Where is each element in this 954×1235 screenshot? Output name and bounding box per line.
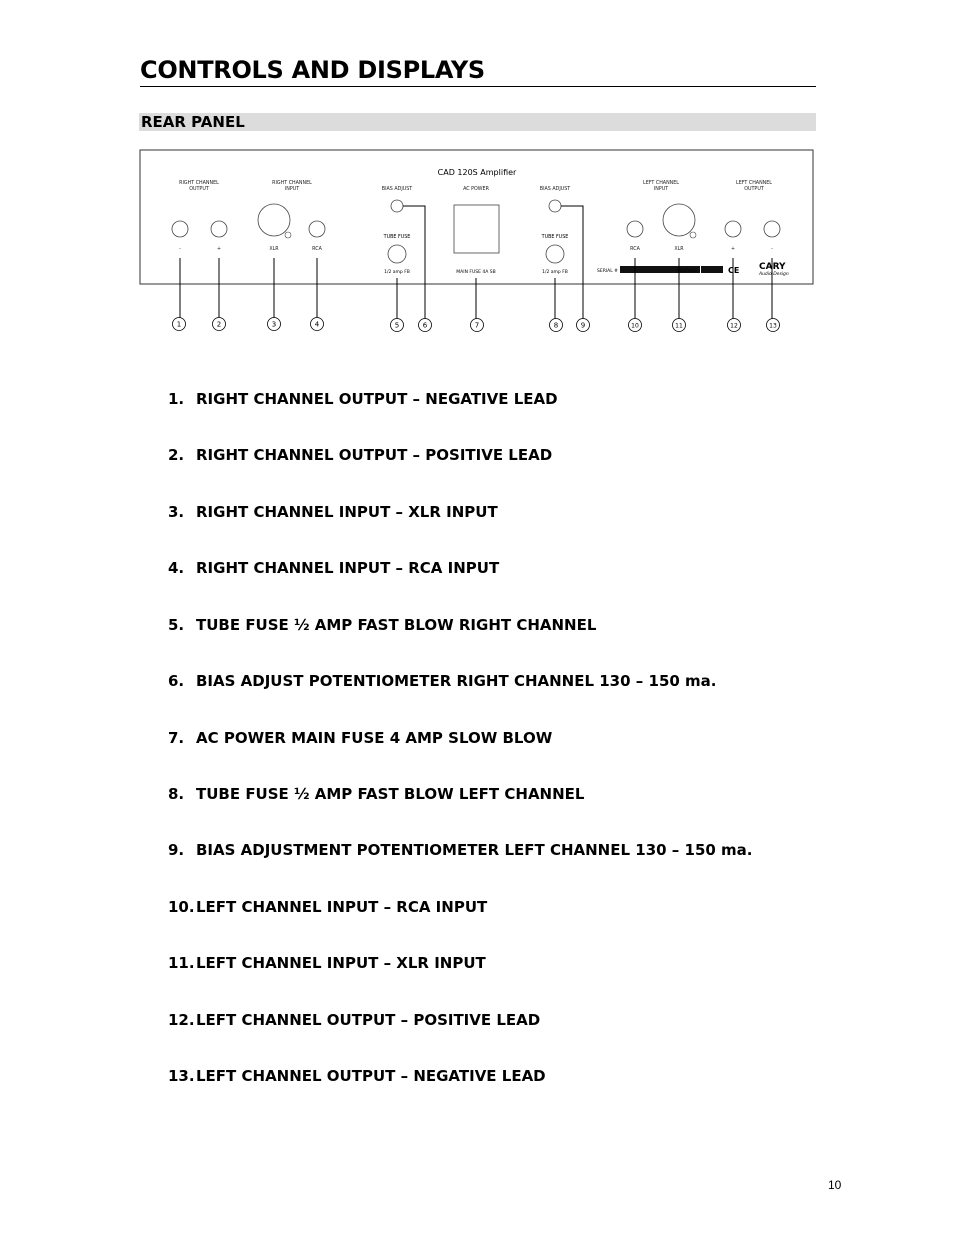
label-bias-left: BIAS ADJUST xyxy=(539,187,571,192)
label-left-output-1: LEFT CHANNEL xyxy=(736,181,772,186)
callout-12: 12 xyxy=(730,322,738,330)
right-output-negative-post xyxy=(172,221,188,237)
callout-7: 7 xyxy=(474,321,480,330)
left-output-positive-post xyxy=(725,221,741,237)
list-item: 1. RIGHT CHANNEL OUTPUT – NEGATIVE LEAD xyxy=(168,390,558,408)
callout-10: 10 xyxy=(631,322,639,330)
left-xlr-jack xyxy=(663,204,695,236)
list-item: 5. TUBE FUSE ½ AMP FAST BLOW RIGHT CHANNEL xyxy=(168,616,597,634)
label-right-output-1: RIGHT CHANNEL xyxy=(179,181,219,186)
label-rca-right: RCA xyxy=(312,247,322,252)
brand-logo-sub: Audio Design xyxy=(759,272,789,277)
label-tube-fuse-left: TUBE FUSE xyxy=(541,235,569,240)
label-left-input-1: LEFT CHANNEL xyxy=(643,181,679,186)
callout-2: 2 xyxy=(216,320,222,329)
right-tube-fuse xyxy=(388,245,406,263)
list-item: 13.LEFT CHANNEL OUTPUT – NEGATIVE LEAD xyxy=(168,1067,546,1085)
label-minus-left: - xyxy=(771,247,773,252)
callout-8: 8 xyxy=(553,321,559,330)
label-tube-fuse-right: TUBE FUSE xyxy=(383,235,411,240)
label-serial: SERIAL # xyxy=(597,269,618,274)
label-plus-right: + xyxy=(216,247,222,252)
left-rca-jack xyxy=(627,221,643,237)
list-item: 12.LEFT CHANNEL OUTPUT – POSITIVE LEAD xyxy=(168,1011,541,1029)
voltage-plate xyxy=(701,266,723,273)
callout-5: 5 xyxy=(394,321,400,330)
label-xlr-left: XLR xyxy=(674,247,684,252)
right-rca-jack xyxy=(309,221,325,237)
ac-power-inlet xyxy=(454,205,499,253)
label-fuse-rating-left: 1/2 amp FB xyxy=(542,270,568,275)
brand-logo: CARY xyxy=(759,262,786,272)
left-output-negative-post xyxy=(764,221,780,237)
left-bias-pot xyxy=(549,200,561,212)
right-xlr-jack xyxy=(258,204,290,236)
left-tube-fuse xyxy=(546,245,564,263)
label-ac-power: AC POWER xyxy=(463,187,489,192)
callout-1: 1 xyxy=(176,320,182,329)
label-voltage: VOLTAGE xyxy=(677,269,698,274)
callout-4: 4 xyxy=(314,320,320,329)
list-item: 6. BIAS ADJUST POTENTIOMETER RIGHT CHANNEL 130 – 150 ma. xyxy=(168,672,717,690)
list-item: 7. AC POWER MAIN FUSE 4 AMP SLOW BLOW xyxy=(168,729,553,747)
section-header xyxy=(139,113,816,131)
page-number: 10 xyxy=(828,1178,842,1192)
label-rca-left: RCA xyxy=(630,247,640,252)
label-right-input-2: INPUT xyxy=(284,187,300,192)
label-left-input-2: INPUT xyxy=(653,187,669,192)
label-minus-right: - xyxy=(179,247,181,252)
page-title: CONTROLS AND DISPLAYS xyxy=(140,56,816,87)
callout-13: 13 xyxy=(769,322,777,330)
label-main-fuse: MAIN FUSE 4A SB xyxy=(456,270,496,275)
label-xlr-right: XLR xyxy=(269,247,279,252)
list-item: 3. RIGHT CHANNEL INPUT – XLR INPUT xyxy=(168,503,498,521)
callout-6: 6 xyxy=(422,321,428,330)
callout-11: 11 xyxy=(675,322,683,330)
label-bias-right: BIAS ADJUST xyxy=(381,187,413,192)
label-right-input-1: RIGHT CHANNEL xyxy=(272,181,312,186)
list-item: 8. TUBE FUSE ½ AMP FAST BLOW LEFT CHANNEL xyxy=(168,785,585,803)
list-item: 4. RIGHT CHANNEL INPUT – RCA INPUT xyxy=(168,559,500,577)
label-plus-left: + xyxy=(730,247,736,252)
label-fuse-rating-right: 1/2 amp FB xyxy=(384,270,410,275)
rear-panel-diagram xyxy=(139,148,814,338)
section-title: REAR PANEL xyxy=(141,113,245,131)
list-item: 2. RIGHT CHANNEL OUTPUT – POSITIVE LEAD xyxy=(168,446,553,464)
ce-mark: CE xyxy=(728,266,740,275)
list-item: 9. BIAS ADJUSTMENT POTENTIOMETER LEFT CHANNEL 130 – 150 ma. xyxy=(168,841,753,859)
model-title: CAD 120S Amplifier xyxy=(437,168,517,177)
list-item: 10.LEFT CHANNEL INPUT – RCA INPUT xyxy=(168,898,488,916)
list-item: 11.LEFT CHANNEL INPUT – XLR INPUT xyxy=(168,954,486,972)
right-bias-pot xyxy=(391,200,403,212)
callout-3: 3 xyxy=(271,320,277,329)
right-output-positive-post xyxy=(211,221,227,237)
label-left-output-2: OUTPUT xyxy=(744,187,764,192)
label-right-output-2: OUTPUT xyxy=(189,187,209,192)
callout-9: 9 xyxy=(580,321,586,330)
